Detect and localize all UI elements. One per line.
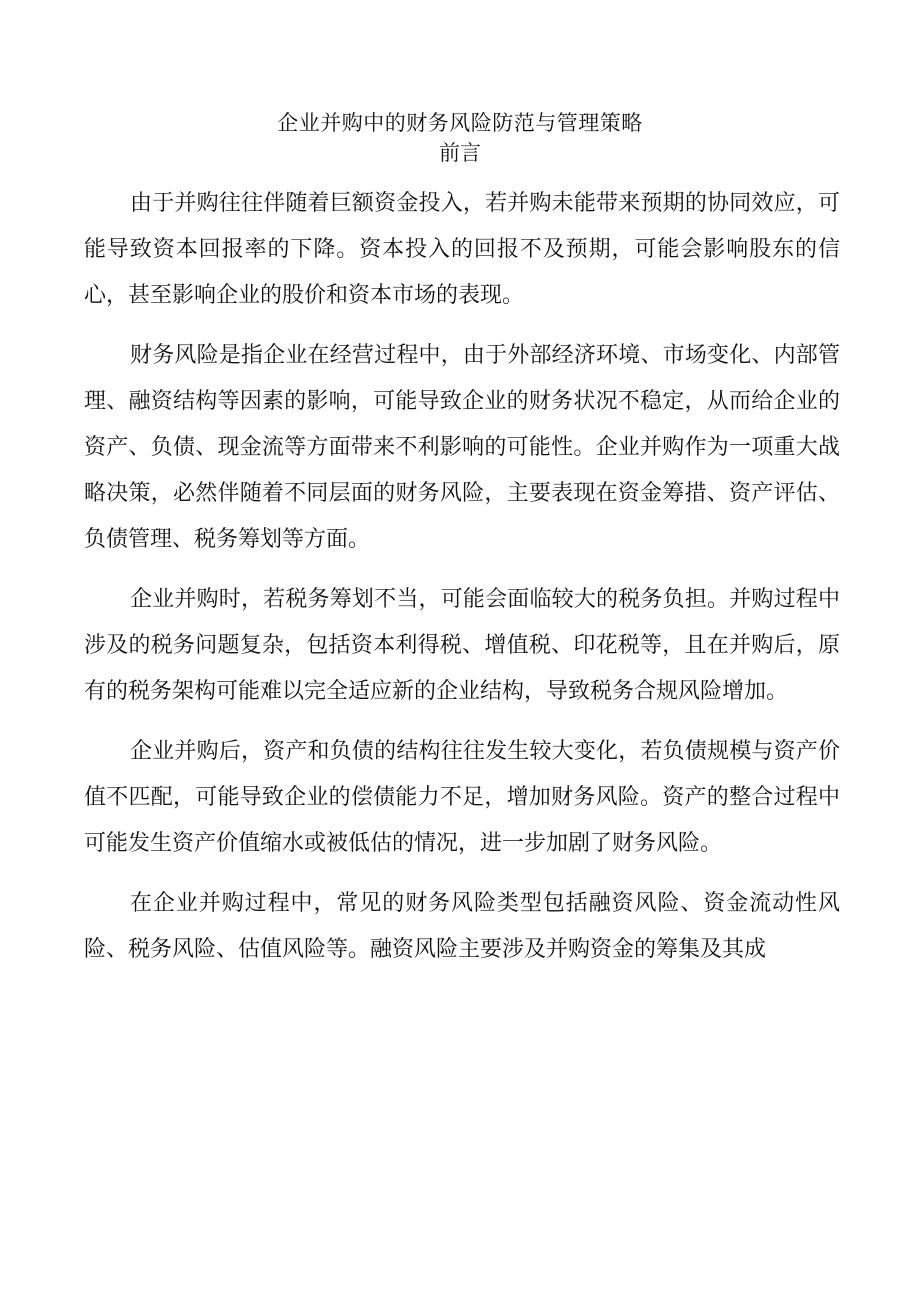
paragraph-4: 企业并购后，资产和负债的结构往往发生较大变化，若负债规模与资产价值不匹配，可能导致企业的偿债能力不足，增加财务风险。资产的整合过程中可能发生资产价值缩水或被低估的情况，进一步加剧了财务风险。 bbox=[84, 739, 840, 856]
document-body bbox=[84, 181, 840, 987]
paragraph-5: 在企业并购过程中，常见的财务风险类型包括融资风险、资金流动性风险、税务风险、估值风险等。融资风险主要涉及并购资金的筹集及其成 bbox=[84, 891, 840, 962]
document-title: 企业并购中的财务风险防范与管理策略 bbox=[277, 111, 643, 135]
paragraph-3: 企业并购时，若税务筹划不当，可能会面临较大的税务负担。并购过程中涉及的税务问题复杂，包括资本利得税、增值税、印花税等，且在并购后，原有的税务架构可能难以完全适应新的企业结构，导致税务合规风险增加。 bbox=[84, 587, 840, 704]
paragraph-2: 财务风险是指企业在经营过程中，由于外部经济环境、市场变化、内部管理、融资结构等因素的影响，可能导致企业的财务状况不稳定，从而给企业的资产、负债、现金流等方面带来不利影响的可能性。企业并购作为一项重大战略决策，必然伴随着不同层面的财务风险，主要表现在资金筹措、资产评估、负债管理、税务筹划等方面。 bbox=[84, 343, 840, 552]
document-subtitle: 前言 bbox=[439, 141, 481, 165]
title-block bbox=[0, 108, 920, 168]
paragraph-1: 由于并购往往伴随着巨额资金投入，若并购未能带来预期的协同效应，可能导致资本回报率的下降。资本投入的回报不及预期，可能会影响股东的信心，甚至影响企业的股价和资本市场的表现。 bbox=[84, 191, 840, 308]
